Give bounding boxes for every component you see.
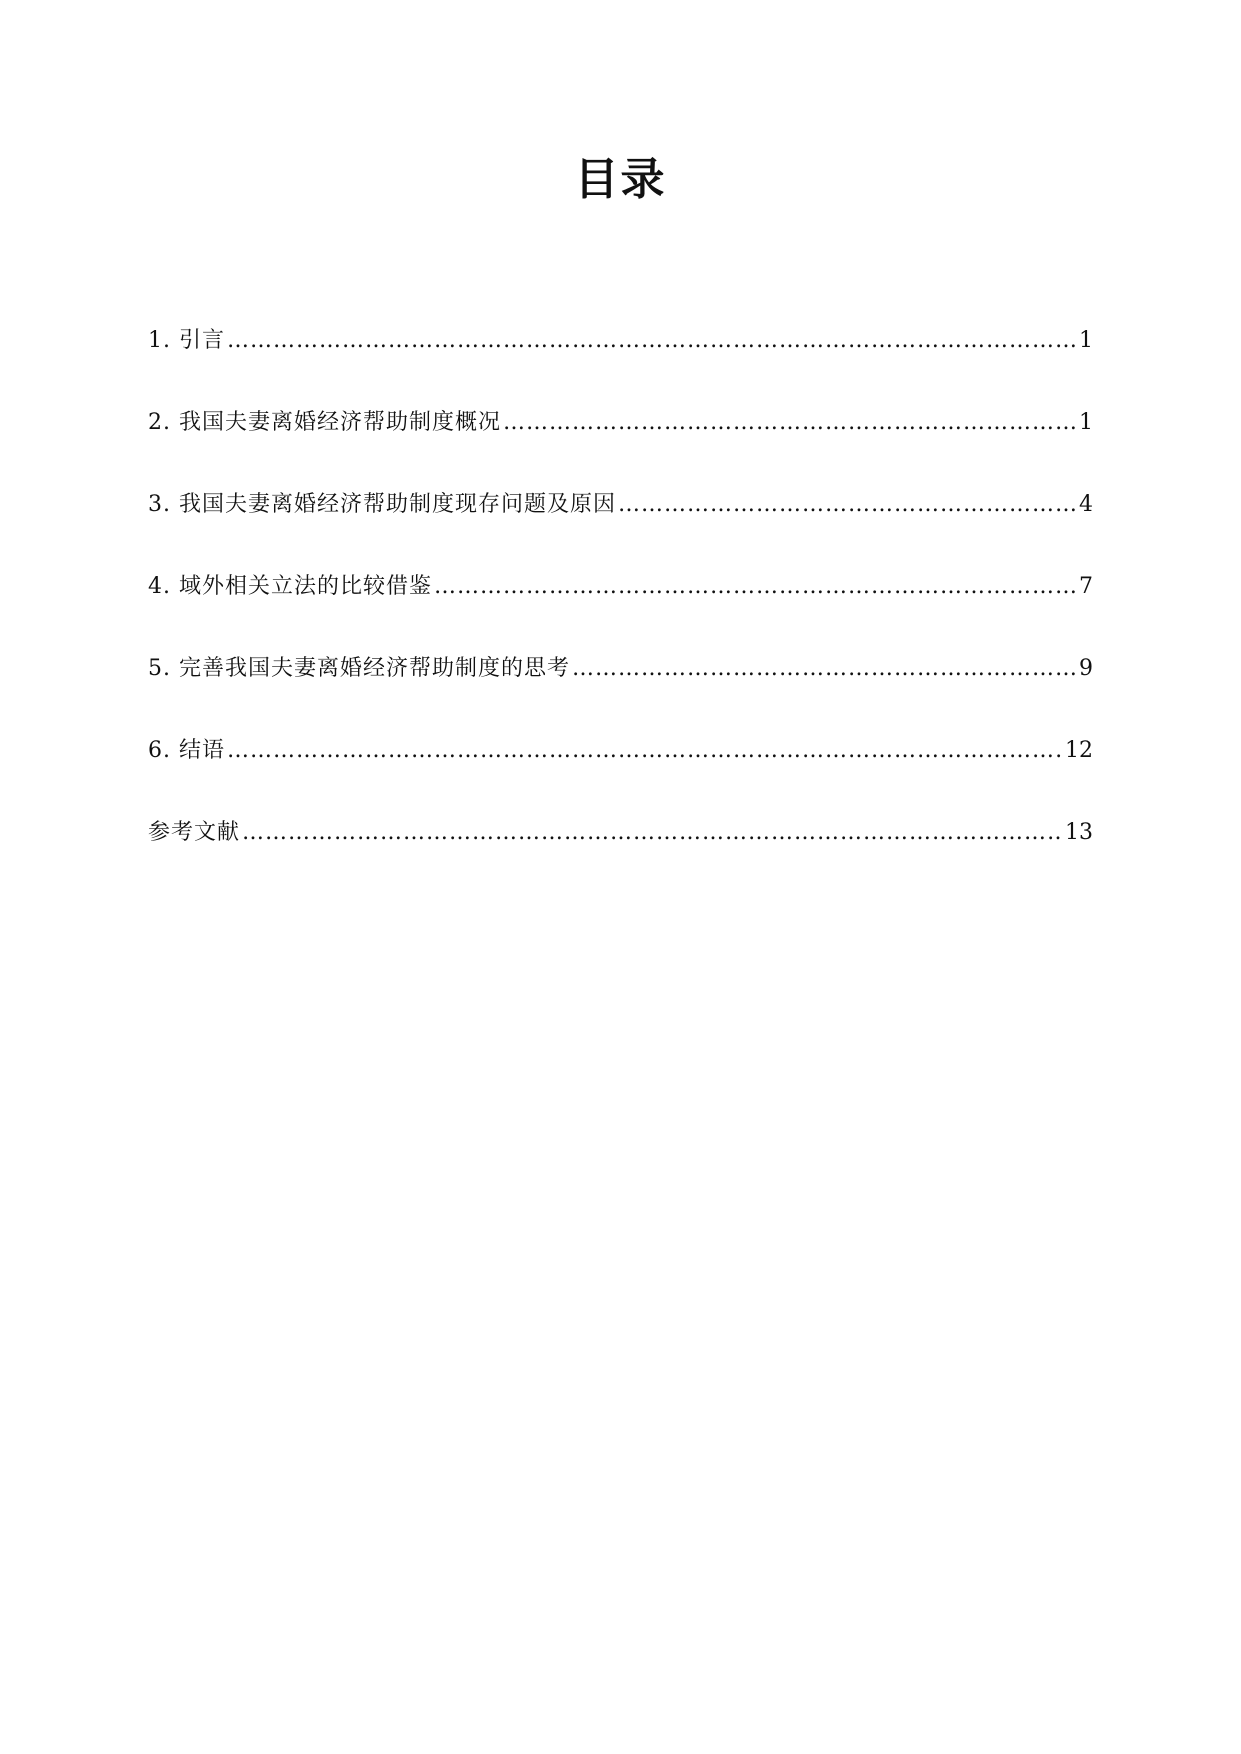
- toc-entry[interactable]: [148, 654, 1093, 736]
- toc-entry-label: 2. 我国夫妻离婚经济帮助制度概况: [148, 410, 501, 435]
- toc-entry[interactable]: [148, 490, 1093, 572]
- toc-entry-label: 3. 我国夫妻离婚经济帮助制度现存问题及原因: [148, 492, 616, 517]
- toc-entry[interactable]: [148, 818, 1093, 900]
- toc-entry-label: 1. 引言: [148, 328, 225, 353]
- toc-dot-leader: [434, 572, 1077, 602]
- toc-entry[interactable]: [148, 572, 1093, 654]
- toc-entry-label: 6. 结语: [148, 738, 225, 763]
- toc-dot-leader: [227, 736, 1063, 766]
- toc-entry-page: 13: [1065, 820, 1093, 845]
- toc-entry-page: 1: [1079, 328, 1093, 353]
- toc-entry-label: 5. 完善我国夫妻离婚经济帮助制度的思考: [148, 656, 570, 681]
- toc-entry[interactable]: [148, 408, 1093, 490]
- toc-entry-page: 7: [1079, 574, 1093, 599]
- toc-entry-page: 4: [1079, 492, 1093, 517]
- toc-dot-leader: [242, 818, 1063, 848]
- toc-title: 目录: [574, 154, 667, 205]
- toc-entry-label: 参考文献: [148, 820, 241, 845]
- toc-entry-page: 1: [1079, 410, 1093, 435]
- toc-dot-leader: [227, 326, 1077, 356]
- toc-entry-page: 9: [1079, 656, 1093, 681]
- table-of-contents: [148, 326, 1093, 900]
- toc-dot-leader: [503, 408, 1077, 438]
- toc-entry-page: 12: [1065, 738, 1093, 763]
- toc-entry[interactable]: [148, 326, 1093, 408]
- toc-dot-leader: [618, 490, 1077, 520]
- toc-dot-leader: [572, 654, 1077, 684]
- toc-entry[interactable]: [148, 736, 1093, 818]
- toc-entry-label: 4. 域外相关立法的比较借鉴: [148, 574, 432, 599]
